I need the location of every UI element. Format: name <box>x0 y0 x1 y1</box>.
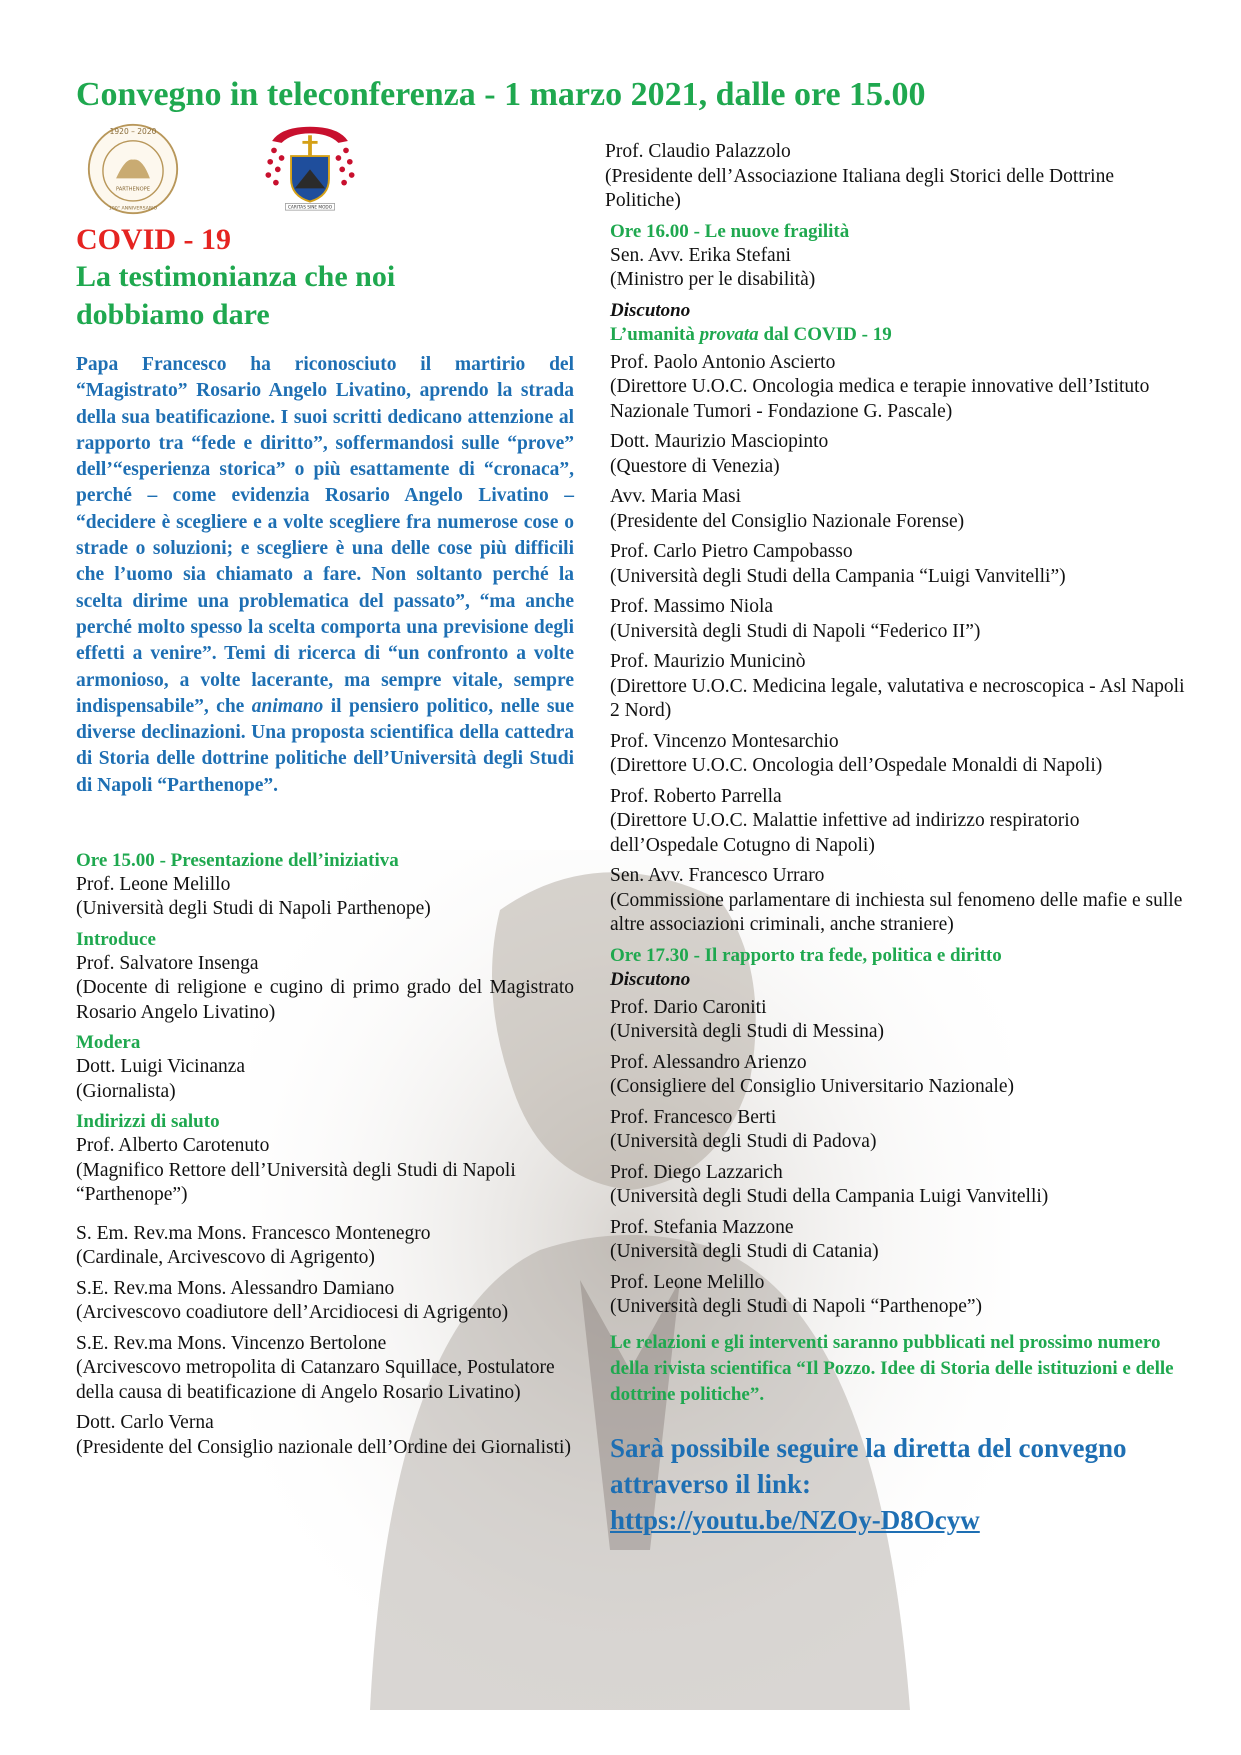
speaker-entry: Prof. Alberto Carotenuto (Magnifico Rettore dell’Università degli Studi di Napoli “Parthenope”) <box>76 1135 516 1206</box>
speaker-entry: Prof. Carlo Pietro Campobasso (Università degli Studi della Campania “Luigi Vanvitelli”) <box>610 541 1066 587</box>
youtube-link[interactable]: https://youtu.be/NZOy-D8Ocyw <box>610 1504 980 1535</box>
speaker-entry: Sen. Avv. Erika Stefani (Ministro per le disabilità) <box>610 244 816 290</box>
modera-label: Modera <box>76 1032 141 1054</box>
speaker-entry: Prof. Leone Melillo (Università degli Studi di Napoli “Parthenope”) <box>610 1271 983 1317</box>
left-column <box>76 222 574 1466</box>
speaker-entry: Prof. Stefania Mazzone (Università degli Studi di Catania) <box>610 1216 879 1262</box>
speaker-entry: Prof. Diego Lazzarich (Università degli Studi della Campania Luigi Vanvitelli) <box>610 1161 1049 1207</box>
right-column <box>605 140 1185 1538</box>
page-title: Convegno in teleconferenza - 1 marzo 2021, dalle ore 15.00 <box>76 76 926 113</box>
session-presentazione-heading: Ore 15.00 - Presentazione dell’iniziativa <box>76 849 399 871</box>
svg-text:1920 – 2020: 1920 – 2020 <box>109 127 157 137</box>
speaker-entry: Prof. Roberto Parrella (Direttore U.O.C. Malattie infettive ad indirizzo respiratorio dell’Ospedale Cotugno di Napoli) <box>610 785 1080 856</box>
speaker-entry: Prof. Francesco Berti (Università degli Studi di Padova) <box>610 1106 877 1152</box>
svg-text:CARITAS SINE MODO: CARITAS SINE MODO <box>287 205 333 211</box>
speaker-entry: S. Em. Rev.ma Mons. Francesco Montenegro (Cardinale, Arcivescovo di Agrigento) <box>76 1222 431 1269</box>
speaker-entry: Prof. Maurizio Municinò (Direttore U.O.C. Medicina legale, valutativa e necroscopica - Asl Napoli 2 Nord) <box>610 651 1185 721</box>
speaker-entry: Prof. Salvatore Insenga (Docente di religione e cugino di primo grado del Magistrato Rosario Angelo Livatino) <box>76 952 574 1023</box>
discutono-label: Discutono <box>610 299 691 321</box>
saluti-label: Indirizzi di saluto <box>76 1111 220 1133</box>
stream-announcement: Sarà possibile seguire la diretta del convegno attraverso il link: https://youtu.be/NZOy-D8Ocyw <box>610 1430 1185 1538</box>
speaker-entry: Dott. Carlo Verna (Presidente del Consiglio nazionale dell’Ordine dei Giornalisti) <box>76 1412 571 1458</box>
speaker-entry: Sen. Avv. Francesco Urraro (Commissione parlamentare di inchiesta sul fenomeno delle mafie e sulle altre associazioni criminali, anche straniere) <box>610 865 1183 935</box>
theme-heading: L’umanità provata dal COVID - 19 <box>610 323 892 345</box>
university-anniversary-logo-icon <box>86 122 180 216</box>
session-fragilita-heading: Ore 16.00 - Le nuove fragilità <box>610 220 850 242</box>
speaker-entry: Prof. Alessandro Arienzo (Consigliere del Consiglio Universitario Nazionale) <box>610 1051 1014 1097</box>
speaker-entry: Prof. Dario Caroniti (Università degli Studi di Messina) <box>610 996 885 1042</box>
speaker-entry: S.E. Rev.ma Mons. Vincenzo Bertolone (Arcivescovo metropolita di Catanzaro Squillace, Postulatore della causa di beatificazione di Angelo Rosario Livatino) <box>76 1332 555 1403</box>
subtitle: La testimonianza che noi dobbiamo dare <box>76 260 396 331</box>
speaker-entry: Avv. Maria Masi (Presidente del Consiglio Nazionale Forense) <box>610 486 965 532</box>
speaker-entry: Prof. Claudio Palazzolo (Presidente dell’Associazione Italiana degli Storici delle Dottrine Politiche) <box>605 141 1114 211</box>
publication-note: Le relazioni e gli interventi saranno pubblicati nel prossimo numero della rivista scientifica “Il Pozzo. Idee di Storia delle istituzioni e delle dottrine politiche”. <box>610 1331 1174 1405</box>
speaker-entry: Prof. Paolo Antonio Ascierto (Direttore U.O.C. Oncologia medica e terapie innovative dell’Istituto Nazionale Tumori - Fondazione G. Pascale) <box>610 351 1150 422</box>
discutono-label: Discutono <box>610 968 691 990</box>
covid-heading: COVID - 19 <box>76 223 231 256</box>
speaker-entry: Dott. Maurizio Masciopinto (Questore di Venezia) <box>610 431 829 477</box>
speaker-entry: Prof. Vincenzo Montesarchio (Direttore U.O.C. Oncologia dell’Ospedale Monaldi di Napoli) <box>610 730 1103 776</box>
svg-text:100° ANNIVERSARIO: 100° ANNIVERSARIO <box>108 206 158 212</box>
abstract-paragraph: Papa Francesco ha riconosciuto il martirio del “Magistrato” Rosario Angelo Livatino, aprendo la strada della sua beatificazione. I suoi scritti dedicano attenzione al rapporto tra “fede e diritto”, soffermandosi sulle “prove” dell’“esperienza storica” o più esattamente di “cronaca”, perché – come evidenzia Rosario Angelo Livatino – “decidere è scegliere e a volte scegliere fra numerose cose o strade o soluzioni; e scegliere è una delle cose più difficili che l’uomo sia chiamato a fare. Non soltanto perché la scelta dirime una problematica del passato”, “ma anche perché molto spesso la scelta comporta una previsione degli effetti a venire”. Temi di ricerca di “un confronto a volte armonioso, a volte lacerante, ma sempre vitale, sempre indispensabile”, che animano il pensiero politico, nelle sue diverse declinazioni. Una proposta scientifica della cattedra di Storia delle dottrine politiche dell’Università degli Studi di Napoli “Parthenope”. <box>76 354 574 796</box>
speaker-entry: Prof. Leone Melillo (Università degli Studi di Napoli Parthenope) <box>76 873 431 920</box>
speaker-entry: Dott. Luigi Vicinanza (Giornalista) <box>76 1056 246 1102</box>
session-fede-heading: Ore 17.30 - Il rapporto tra fede, politica e diritto <box>610 944 1002 966</box>
speaker-entry: Prof. Massimo Niola (Università degli Studi di Napoli “Federico II”) <box>610 596 981 642</box>
cardinal-coat-of-arms-icon <box>262 122 358 212</box>
speaker-entry: S.E. Rev.ma Mons. Alessandro Damiano (Arcivescovo coadiutore dell’Arcidiocesi di Agrigento) <box>76 1277 509 1324</box>
svg-text:PARTHENOPE: PARTHENOPE <box>115 186 151 193</box>
introduce-label: Introduce <box>76 928 156 950</box>
